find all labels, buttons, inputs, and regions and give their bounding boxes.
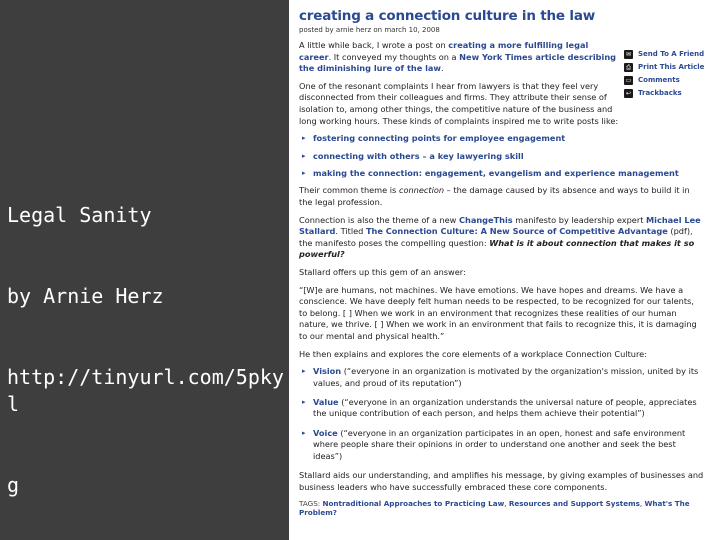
list-item xyxy=(302,133,704,144)
list-item xyxy=(302,167,704,179)
paragraph-complaints: One of the resonant complaints I hear from lawyers is that they feel very disconnected from their colleagues and firms. They attribute their sense of isolation to, among other things, the competitive nature of the business and long working hours. These kinds of complaints inspired me to write posts like: xyxy=(299,80,619,126)
list-item: ▸ Vision (“everyone in an organization is motivated by the organization's mission, united by its values, and proud of its reputation”) xyxy=(302,366,699,388)
blockquote: “[W]e are humans, not machines. We have emotions. We have hopes and dreams. We have a conscience. We have deeply felt human needs to be respected, to be recognized for our talents, to belong. [ ] When we work in an environment that recognizes these realities of our human nature, we thrive. [ ] When we work in an environment that fails to recognize this, it is damaging to our mental and physical health.” xyxy=(299,284,697,341)
link-michael-stallard[interactable]: Michael Lee Stallard xyxy=(299,214,701,237)
comment-icon: ▭ xyxy=(625,76,632,84)
post-tags: TAGS: Nontraditional Approaches to Practicing Law, Resources and Support Systems, What's The Problem? xyxy=(299,499,690,518)
caption-line: by Arnie Herz xyxy=(7,284,164,308)
envelope-icon: ✉ xyxy=(625,50,632,58)
caption-line: g xyxy=(7,473,20,497)
send-to-friend-link[interactable]: ✉ Send To A Friend xyxy=(625,50,705,58)
printer-icon: ⎙ xyxy=(624,63,633,72)
trackbacks-link[interactable]: ↩ Trackbacks xyxy=(625,89,682,97)
bullet-icon: ▸ xyxy=(302,134,306,143)
paragraph-core-elements: He then explains and explores the core elements of a workplace Connection Culture: xyxy=(299,348,647,359)
tag-link[interactable]: Nontraditional Approaches to Practicing Law xyxy=(322,499,505,509)
caption-line: Legal Sanity xyxy=(7,203,152,227)
related-posts-list xyxy=(299,133,704,179)
link-fulfilling-career[interactable]: creating a more fulfilling legal career xyxy=(299,40,589,62)
link-related-post[interactable]: fostering connecting points for employee engagement xyxy=(313,133,566,144)
bullet-icon: ▸ xyxy=(302,428,306,437)
link-nyt-article[interactable]: New York Times article describing the diminishing lure of the law xyxy=(299,51,617,74)
list-item: ▸ Value (“everyone in an organization understands the universal nature of people, appreciates the unique contribution of each person, and helps them achieve their potential”) xyxy=(302,396,697,419)
link-changethis[interactable]: ChangeThis xyxy=(458,214,513,225)
link-manifesto-pdf[interactable]: The Connection Culture: A New Source of Competitive Advantage xyxy=(365,226,668,237)
print-article-link[interactable]: ⎙ Print This Article xyxy=(624,61,714,73)
paragraph-manifesto: Connection is also the theme of a new ChangeThis manifesto by leadership expert Michael Lee Stallard. Titled The Connection Culture: A New Source of Competitive Advantage (pdf), the manifesto poses the compelling question: What is it about connection that makes it so powerful? xyxy=(299,214,701,260)
post-byline: posted by arnie herz on march 10, 2008 xyxy=(299,26,440,34)
link-related-post[interactable]: making the connection: engagement, evangelism and experience management xyxy=(313,167,679,178)
trackback-icon: ↩ xyxy=(625,89,632,97)
bullet-icon: ▸ xyxy=(302,397,306,406)
intro-paragraph: A little while back, I wrote a post on creating a more fulfilling legal career. It conveyed my thoughts on a New York Times article describing the diminishing lure of the law. xyxy=(299,40,617,74)
paragraph-common-theme: Their common theme is connection – the damage caused by its absence and ways to build it in the legal profession. xyxy=(299,185,690,207)
comments-link[interactable]: ▭ Comments xyxy=(625,76,680,84)
slide-caption xyxy=(7,148,287,526)
caption-line: http://tinyurl.com/5pkyl xyxy=(7,365,284,416)
bullet-icon: ▸ xyxy=(302,168,306,177)
post-title[interactable]: creating a connection culture in the law xyxy=(299,8,596,24)
paragraph-stallard-offers: Stallard offers up this gem of an answer: xyxy=(299,266,466,277)
paragraph-stallard-aids: Stallard aids our understanding, and amplifies his message, by giving examples of businesses and business leaders who have successfully embraced these core components. xyxy=(299,469,704,492)
list-item xyxy=(302,150,704,162)
bullet-icon: ▸ xyxy=(302,367,306,376)
bullet-icon: ▸ xyxy=(302,151,306,160)
post-tools-sidebar xyxy=(624,48,714,100)
tag-link[interactable]: Resources and Support Systems xyxy=(508,499,640,509)
link-related-post[interactable]: connecting with others – a key lawyering skill xyxy=(313,150,524,161)
blog-screenshot xyxy=(289,0,720,540)
tag-link[interactable]: What's The Problem? xyxy=(299,499,690,518)
list-item: ▸ Voice (“everyone in an organization participates in an open, honest and safe environment where people share their opinions in order to understand one another and seek the best ideas”) xyxy=(302,427,686,461)
core-elements-list xyxy=(299,366,704,462)
